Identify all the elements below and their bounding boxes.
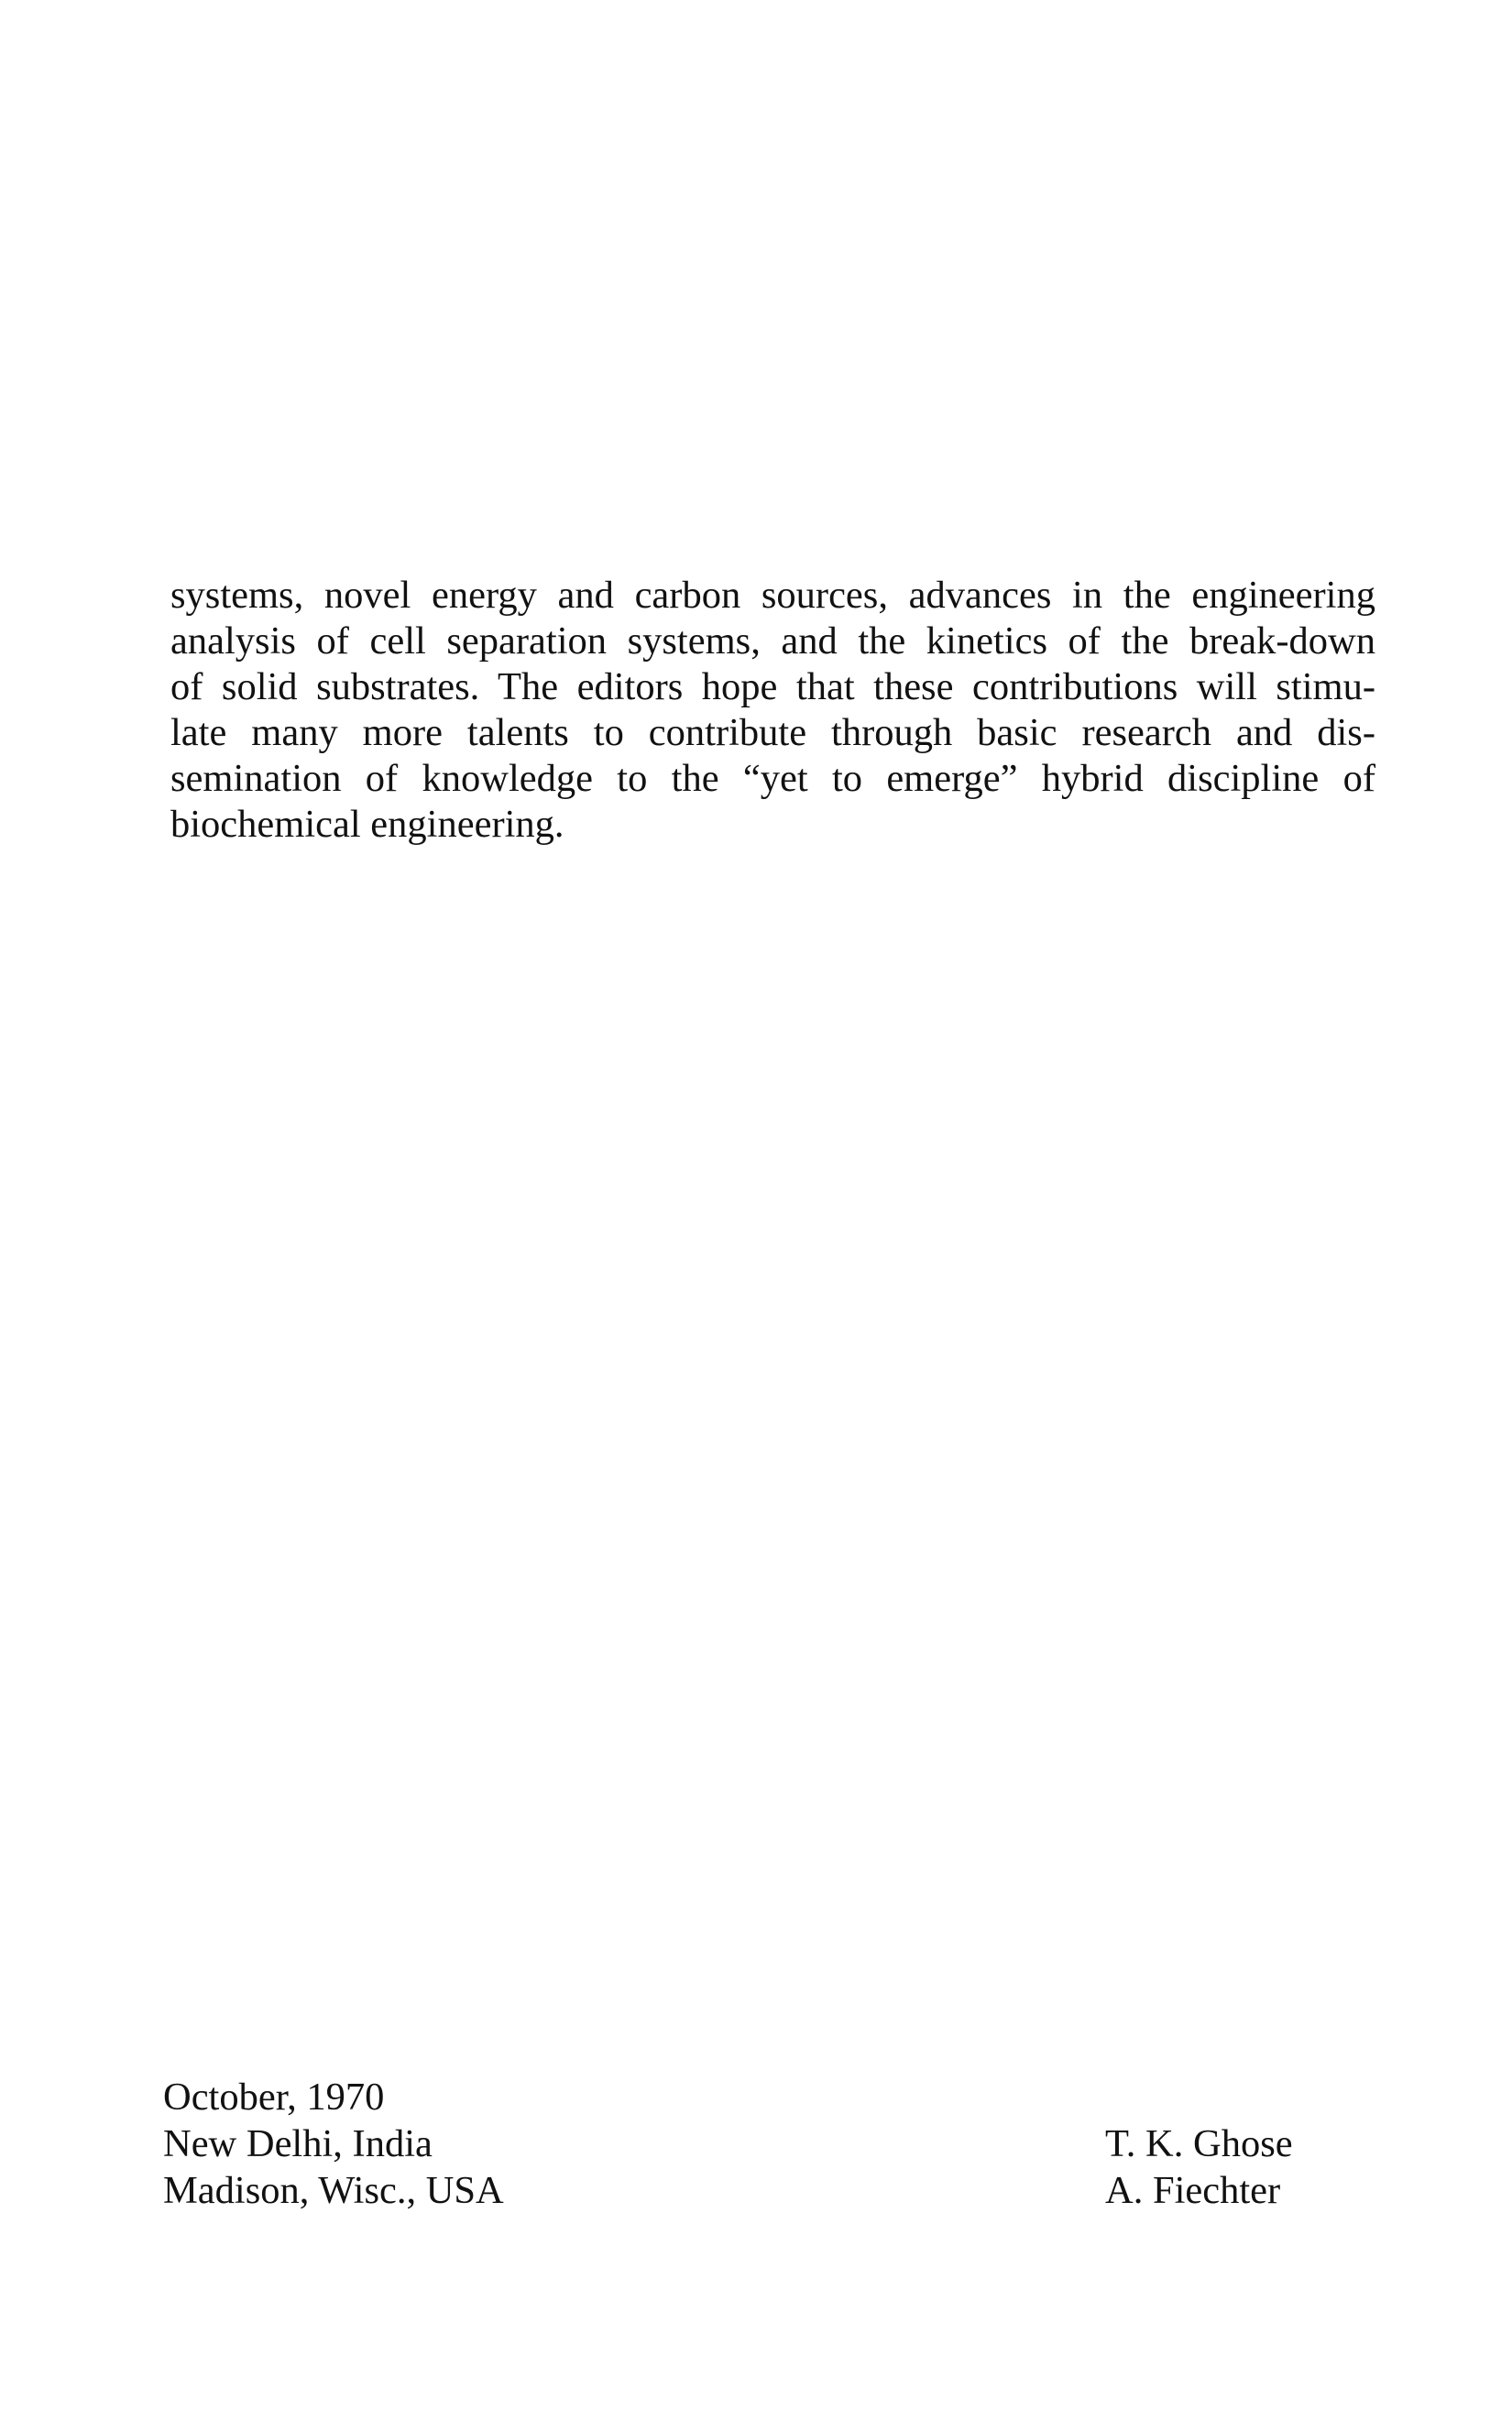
editor-ghose: T. K. Ghose (1105, 2122, 1293, 2165)
preface-paragraph (170, 573, 1375, 848)
paragraph-line-6: biochemical engineering. (170, 803, 564, 846)
dateline-block (163, 2074, 805, 2214)
paragraph-line-1: systems, novel energy and carbon sources, advances in the engineering (170, 574, 1375, 617)
signature-block (1105, 2120, 1435, 2214)
place-new-delhi: New Delhi, India (163, 2122, 433, 2165)
editor-fiechter: A. Fiechter (1105, 2169, 1281, 2212)
paragraph-line-2: analysis of cell separation systems, and the kinetics of the break-down (170, 619, 1375, 663)
paragraph-line-3: of solid substrates. The editors hope that these contributions will stimu- (170, 665, 1375, 708)
place-madison: Madison, Wisc., USA (163, 2169, 504, 2212)
paragraph-line-5: semination of knowledge to the “yet to emerge” hybrid discipline of (170, 757, 1375, 800)
date-text: October, 1970 (163, 2076, 385, 2119)
paragraph-line-4: late many more talents to contribute through basic research and dis- (170, 711, 1375, 754)
